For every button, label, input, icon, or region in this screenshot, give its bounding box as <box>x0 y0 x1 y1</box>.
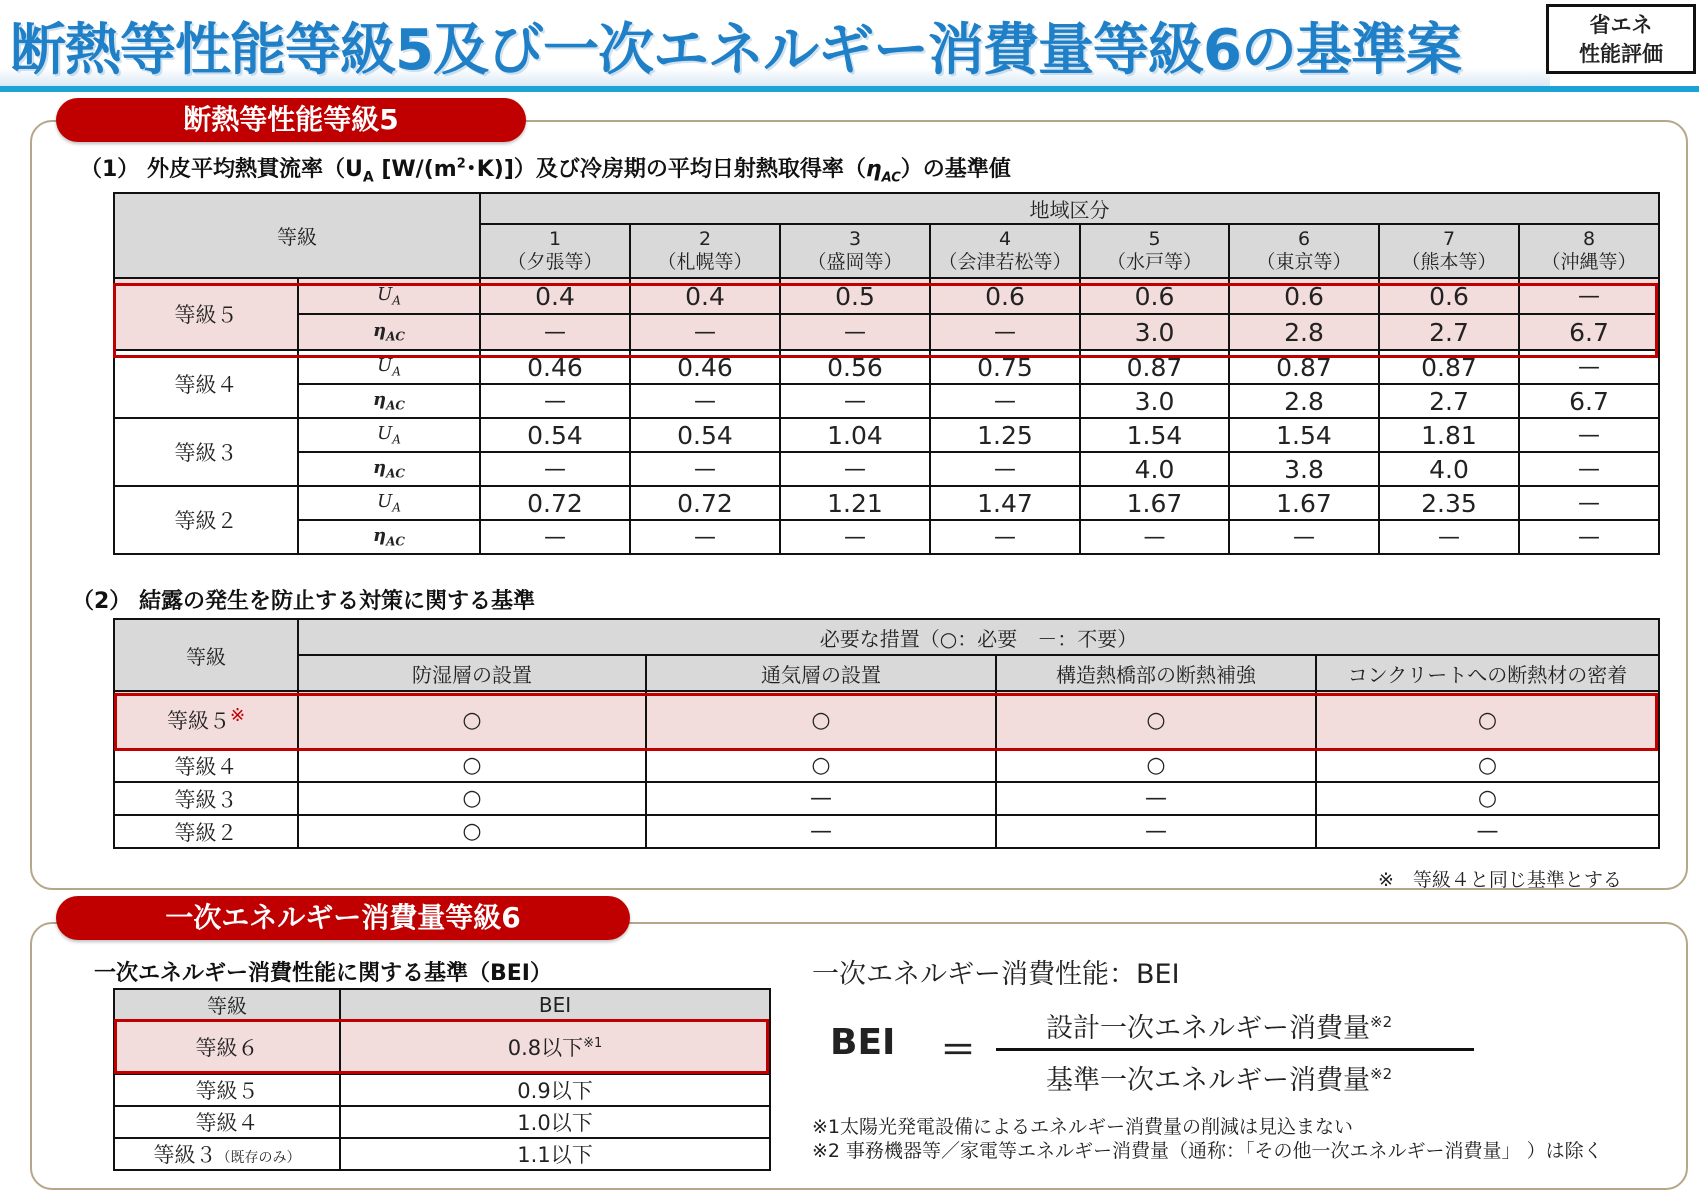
measure-value-cell: ○ <box>1316 749 1659 782</box>
grade-header: 等級 <box>114 619 298 691</box>
eta-value-cell: — <box>480 452 630 486</box>
grade-row-eta <box>114 314 1659 350</box>
ua-symbol: U <box>377 491 393 513</box>
measure-column-header: 通気層の設置 <box>646 655 996 691</box>
eta-value-cell: 4.0 <box>1379 452 1519 486</box>
ua-value-cell: 0.6 <box>1080 278 1229 314</box>
bei-value: 0.8以下 <box>507 1036 584 1060</box>
grade-label: 等級２ <box>114 486 298 554</box>
ua-subscript: A <box>392 432 401 447</box>
eta-symbol: η <box>373 457 387 479</box>
bei-grade-note: （既存のみ） <box>216 1150 301 1166</box>
measure-value-cell: ○ <box>1316 691 1659 749</box>
bei-grade-cell <box>114 1138 340 1170</box>
ua-value-cell: 0.4 <box>480 278 630 314</box>
ua-value-cell: — <box>1519 486 1659 520</box>
ua-subscript: A <box>392 293 401 308</box>
ua-value-cell: 1.04 <box>780 418 930 452</box>
eta-value-cell: — <box>780 384 930 418</box>
bei-grade-label: 等級５ <box>195 1079 259 1103</box>
condensation-table-body <box>114 619 1659 848</box>
ua-value-cell: 1.25 <box>930 418 1080 452</box>
eta-value-cell: — <box>780 452 930 486</box>
bei-subtitle: 一次エネルギー消費性能に関する基準（BEI） <box>94 961 552 986</box>
ua-value-cell: 0.87 <box>1229 350 1379 384</box>
grade5-footnote: ※ 等級４と同じ基準とする <box>1378 869 1622 891</box>
ua-value-cell: 1.21 <box>780 486 930 520</box>
ua-value-cell: 1.47 <box>930 486 1080 520</box>
grade-row-eta <box>114 384 1659 418</box>
region-header-cell <box>780 224 930 278</box>
region-name: （水戸等） <box>1106 251 1202 273</box>
eta-subscript: AC <box>386 466 405 481</box>
grade-label: 等級３ <box>114 418 298 486</box>
measure-value-cell: ○ <box>996 749 1316 782</box>
title-rule <box>0 86 1699 92</box>
ua-symbol: U <box>377 355 393 377</box>
eta-indicator <box>298 314 480 350</box>
region-header-cell <box>930 224 1080 278</box>
ua-eta-subtitle <box>80 152 1011 185</box>
bei-value: 1.0以下 <box>517 1111 593 1135</box>
condensation-row <box>114 782 1659 815</box>
ua-value-cell: 0.72 <box>480 486 630 520</box>
measure-value-cell: — <box>996 815 1316 848</box>
eta-value-cell: — <box>930 314 1080 350</box>
condensation-row <box>114 815 1659 848</box>
region-name: （熊本等） <box>1401 251 1497 273</box>
measure-value-cell: ○ <box>298 691 646 749</box>
ua-value-cell: 1.67 <box>1229 486 1379 520</box>
ua-value-cell: 0.6 <box>1229 278 1379 314</box>
ua-value-cell: — <box>1519 350 1659 384</box>
eta-value-cell: — <box>1379 520 1519 554</box>
bei-note-2: ※2 事務機器等／家電等エネルギー消費量（通称：「その他一次エネルギー消費量」 ）は除く <box>812 1140 1603 1162</box>
ua-indicator <box>298 418 480 452</box>
ua-value-cell: 0.54 <box>480 418 630 452</box>
ua-value-cell: 0.72 <box>630 486 780 520</box>
eta-value-cell: — <box>630 314 780 350</box>
measures-header: 必要な措置（○：必要 －：不要） <box>298 619 1659 655</box>
ua-value-cell: 0.6 <box>1379 278 1519 314</box>
ua-eta-table-body <box>114 193 1659 554</box>
subtitle-part-a: （1） 外皮平均熱貫流率（U <box>80 157 363 182</box>
bei-value-cell <box>340 1074 770 1106</box>
bei-value: 0.9以下 <box>517 1079 593 1103</box>
eta-value-cell: — <box>1519 452 1659 486</box>
eta-value-cell: 2.8 <box>1229 384 1379 418</box>
eta-value-cell: 2.7 <box>1379 384 1519 418</box>
title-bar <box>0 0 1699 96</box>
eta-value-cell: — <box>630 384 780 418</box>
grade-label: 等級５ <box>166 709 230 733</box>
bei-table <box>113 988 771 1171</box>
subtitle-eta-sub: AC <box>881 170 901 186</box>
ua-value-cell: 0.46 <box>630 350 780 384</box>
grade-header: 等級 <box>114 193 480 278</box>
region-number: 5 <box>1148 228 1161 250</box>
region-number: 1 <box>548 228 562 250</box>
subtitle-sup: 2 <box>456 156 466 172</box>
eta-value-cell: — <box>930 520 1080 554</box>
measure-value-cell: — <box>996 782 1316 815</box>
grade-label: 等級３ <box>174 787 238 812</box>
bei-grade-label: 等級４ <box>195 1111 259 1135</box>
region-number: 6 <box>1297 228 1311 250</box>
grade-label: 等級４ <box>114 350 298 418</box>
ua-subscript: A <box>392 364 401 379</box>
ua-value-cell: — <box>1519 278 1659 314</box>
ua-value-cell: 1.54 <box>1080 418 1229 452</box>
region-header-cell <box>630 224 780 278</box>
ua-symbol: U <box>377 423 393 445</box>
ua-eta-table <box>113 192 1660 555</box>
ua-value-cell: 0.87 <box>1379 350 1519 384</box>
eta-value-cell: 3.8 <box>1229 452 1379 486</box>
measure-value-cell: — <box>646 782 996 815</box>
ua-indicator <box>298 278 480 314</box>
fraction-line <box>996 1048 1474 1051</box>
ua-value-cell: 0.56 <box>780 350 930 384</box>
grade-label: 等級５ <box>114 278 298 350</box>
numerator-mark: ※2 <box>1370 1013 1393 1031</box>
grade-label-cell <box>114 782 298 815</box>
eta-value-cell: — <box>1080 520 1229 554</box>
ua-value-cell: 1.67 <box>1080 486 1229 520</box>
subtitle-part-b: [W/(m <box>373 157 457 182</box>
grade-note-mark: ※ <box>229 705 246 726</box>
ua-value-cell: 0.5 <box>780 278 930 314</box>
measure-value-cell: ○ <box>1316 782 1659 815</box>
ua-value-cell: 0.87 <box>1080 350 1229 384</box>
ua-indicator <box>298 486 480 520</box>
eta-value-cell: — <box>1519 520 1659 554</box>
eta-value-cell: — <box>780 520 930 554</box>
ua-subscript: A <box>392 500 401 515</box>
bei-table-body <box>114 989 770 1170</box>
measure-value-cell: ○ <box>298 749 646 782</box>
eta-symbol: η <box>373 320 387 342</box>
subtitle-ua-sub: A <box>362 169 374 186</box>
grade-row-ua <box>114 350 1659 384</box>
condensation-row <box>114 749 1659 782</box>
ua-value-cell: 0.54 <box>630 418 780 452</box>
ua-value-cell: 2.35 <box>1379 486 1519 520</box>
eta-indicator <box>298 384 480 418</box>
region-number: 7 <box>1442 228 1456 250</box>
eta-value-cell: — <box>780 314 930 350</box>
eta-value-cell: 2.7 <box>1379 314 1519 350</box>
bei-row <box>114 1020 770 1074</box>
region-header-cell <box>480 224 630 278</box>
grade-row-ua <box>114 278 1659 314</box>
region-header: 地域区分 <box>480 193 1659 224</box>
eta-value-cell: 4.0 <box>1080 452 1229 486</box>
region-number: 4 <box>998 228 1012 250</box>
grade-header: 等級 <box>114 989 340 1020</box>
condensation-subtitle: （2） 結露の発生を防止する対策に関する基準 <box>72 589 535 614</box>
eta-subscript: AC <box>386 534 405 549</box>
eta-indicator <box>298 520 480 554</box>
region-header-cell <box>1519 224 1659 278</box>
ua-symbol: U <box>377 284 393 306</box>
bei-denominator <box>1046 1058 1392 1097</box>
bei-row <box>114 1106 770 1138</box>
energy-section-pill: 一次エネルギー消費量等級6 <box>56 896 630 940</box>
grade-row-eta <box>114 520 1659 554</box>
measure-value-cell: — <box>646 815 996 848</box>
ua-value-cell: 1.54 <box>1229 418 1379 452</box>
bei-grade-cell <box>114 1106 340 1138</box>
measure-value-cell: — <box>1316 815 1659 848</box>
eta-value-cell: — <box>630 520 780 554</box>
measure-value-cell: ○ <box>298 815 646 848</box>
region-number: 3 <box>848 228 862 250</box>
bei-row <box>114 1138 770 1170</box>
subtitle-part-d: ）の基準値 <box>900 157 1011 182</box>
grade-label-cell <box>114 749 298 782</box>
grade-label-cell <box>114 815 298 848</box>
bei-grade-label: 等級６ <box>195 1036 259 1060</box>
grade-row-ua <box>114 486 1659 520</box>
bei-value: 1.1以下 <box>517 1143 593 1167</box>
eta-value-cell: — <box>480 520 630 554</box>
region-header-cell <box>1080 224 1229 278</box>
eta-value-cell: 6.7 <box>1519 384 1659 418</box>
ua-value-cell: 0.4 <box>630 278 780 314</box>
bei-formula-equals: ＝ <box>940 1030 977 1071</box>
eta-subscript: AC <box>386 329 405 344</box>
eta-value-cell: 3.0 <box>1080 384 1229 418</box>
region-name: （夕張等） <box>507 251 603 273</box>
bei-numerator <box>1046 1006 1392 1045</box>
grade-label: 等級２ <box>174 820 238 845</box>
eta-value-cell: 6.7 <box>1519 314 1659 350</box>
grade-label-cell <box>114 691 298 749</box>
denominator-mark: ※2 <box>1370 1065 1393 1083</box>
badge-line-2: 性能評価 <box>1579 42 1663 66</box>
condensation-row <box>114 691 1659 749</box>
eta-indicator <box>298 452 480 486</box>
grade-row-eta <box>114 452 1659 486</box>
region-name: （札幌等） <box>657 251 753 273</box>
measure-column-header: 防湿層の設置 <box>298 655 646 691</box>
category-badge <box>1546 4 1696 74</box>
subtitle-part-c: ･K)]）及び冷房期の平均日射熱取得率（ <box>465 157 866 182</box>
region-number: 8 <box>1582 228 1596 250</box>
ua-value-cell: 0.75 <box>930 350 1080 384</box>
bei-formula-lhs: BEI <box>830 1022 896 1063</box>
region-name: （沖縄等） <box>1541 251 1637 273</box>
bei-grade-cell <box>114 1074 340 1106</box>
region-name: （盛岡等） <box>807 251 903 273</box>
region-header-cell <box>1229 224 1379 278</box>
eta-value-cell: 3.0 <box>1080 314 1229 350</box>
eta-value-cell: 2.8 <box>1229 314 1379 350</box>
bei-header: BEI <box>340 989 770 1020</box>
ua-value-cell: 1.81 <box>1379 418 1519 452</box>
eta-value-cell: — <box>630 452 780 486</box>
condensation-table <box>113 618 1660 849</box>
ua-indicator <box>298 350 480 384</box>
bei-grade-cell <box>114 1020 340 1074</box>
eta-value-cell: — <box>480 384 630 418</box>
eta-value-cell: — <box>480 314 630 350</box>
ua-value-cell: 0.6 <box>930 278 1080 314</box>
region-name: （会津若松等） <box>938 251 1072 273</box>
bei-value-note: ※1 <box>583 1036 603 1051</box>
page-title: 断熱等性能等級5及び一次エネルギー消費量等級6の基準案 <box>10 18 1461 83</box>
subtitle-eta: η <box>865 157 882 182</box>
eta-subscript: AC <box>386 398 405 413</box>
bei-formula-title: 一次エネルギー消費性能：BEI <box>812 959 1180 990</box>
measure-column-header: コンクリートへの断熱材の密着 <box>1316 655 1659 691</box>
measure-value-cell: ○ <box>646 749 996 782</box>
measures-column-row <box>114 655 1659 691</box>
bei-value-cell <box>340 1138 770 1170</box>
numerator-text: 設計一次エネルギー消費量 <box>1046 1013 1370 1044</box>
insulation-section-pill: 断熱等性能等級5 <box>56 98 526 142</box>
bei-value-cell <box>340 1020 770 1074</box>
eta-value-cell: — <box>930 384 1080 418</box>
measure-value-cell: ○ <box>298 782 646 815</box>
ua-value-cell: 0.46 <box>480 350 630 384</box>
bei-grade-label: 等級３ <box>153 1143 217 1167</box>
measure-value-cell: ○ <box>996 691 1316 749</box>
bei-note-1: ※1太陽光発電設備によるエネルギー消費量の削減は見込まない <box>812 1116 1354 1138</box>
grade-row-ua <box>114 418 1659 452</box>
denominator-text: 基準一次エネルギー消費量 <box>1046 1065 1370 1096</box>
measure-column-header: 構造熱橋部の断熱補強 <box>996 655 1316 691</box>
region-name: （東京等） <box>1256 251 1352 273</box>
region-number: 2 <box>698 228 712 250</box>
eta-value-cell: — <box>930 452 1080 486</box>
eta-symbol: η <box>373 389 387 411</box>
ua-value-cell: — <box>1519 418 1659 452</box>
eta-symbol: η <box>373 525 387 547</box>
measure-value-cell: ○ <box>646 691 996 749</box>
grade-label: 等級４ <box>174 754 238 779</box>
badge-line-1: 省エネ <box>1589 13 1653 37</box>
bei-row <box>114 1074 770 1106</box>
eta-value-cell: — <box>1229 520 1379 554</box>
bei-value-cell <box>340 1106 770 1138</box>
region-header-cell <box>1379 224 1519 278</box>
